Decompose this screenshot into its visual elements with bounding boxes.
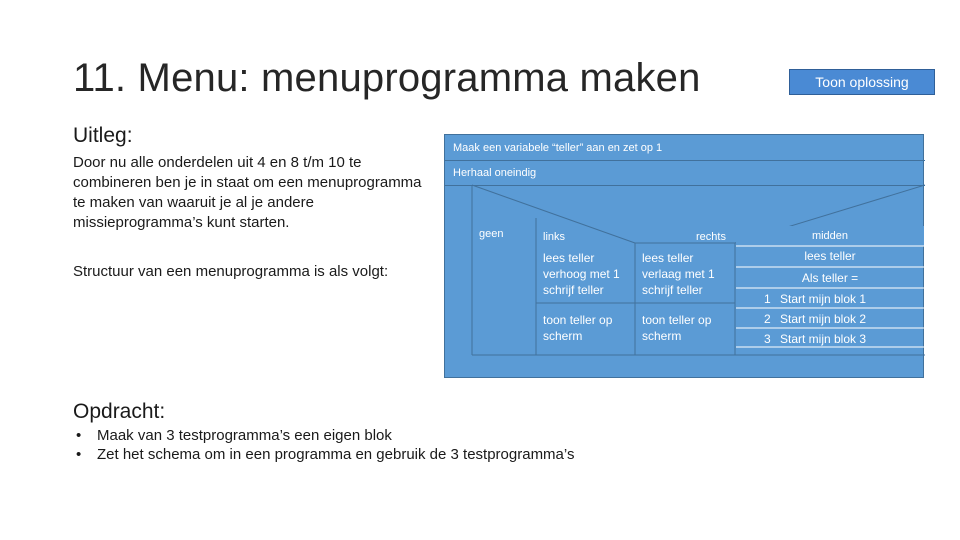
uitleg-paragraph: Door nu alle onderdelen uit 4 en 8 t/m 10 te combineren ben je in staat om een menuprogramma te maken van waaruit je al je andere missieprogramma’s kunt starten.: [73, 154, 422, 231]
list-item: • Maak van 3 testprogramma’s een eigen blok: [73, 426, 574, 445]
opdracht-heading: Opdracht:: [73, 400, 166, 423]
optie-text: Start mijn blok 1: [780, 292, 867, 306]
opdracht-list: [73, 426, 574, 464]
midden-grid-lines: [736, 226, 925, 348]
optie-number: 3: [764, 332, 771, 346]
herhaal-step: Herhaal oneindig: [453, 167, 537, 179]
case-label-links: links: [543, 231, 566, 243]
case-label-geen: geen: [479, 228, 504, 240]
optie-number: 2: [764, 312, 771, 326]
case-label-midden: midden: [811, 230, 849, 242]
variabele-step: Maak een variabele “teller” aan en zet op 1: [453, 142, 663, 154]
structuur-text: Structuur van een menuprogramma is als volgt:: [73, 263, 389, 280]
optie-number: 1: [764, 292, 771, 306]
case-label-rechts: rechts: [696, 231, 726, 243]
optie-text: Start mijn blok 3: [780, 332, 867, 346]
rechts-actie: lees teller verlaag met 1 schrijf teller: [642, 251, 715, 297]
list-item: • Zet het schema om in een programma en gebruik de 3 testprogramma’s: [73, 445, 574, 464]
page-title: 11. Menu: menuprogramma maken: [73, 56, 701, 100]
uitleg-heading: Uitleg:: [73, 124, 133, 147]
links-toon: toon teller op scherm: [543, 313, 613, 343]
midden-lees: lees teller: [804, 249, 856, 263]
links-actie: lees teller verhoog met 1 schrijf teller: [543, 251, 620, 297]
optie-text: Start mijn blok 2: [780, 312, 867, 326]
midden-als: Als teller =: [801, 271, 859, 285]
toon-oplossing-button[interactable]: Toon oplossing: [789, 69, 935, 95]
rechts-toon: toon teller op scherm: [642, 313, 712, 343]
